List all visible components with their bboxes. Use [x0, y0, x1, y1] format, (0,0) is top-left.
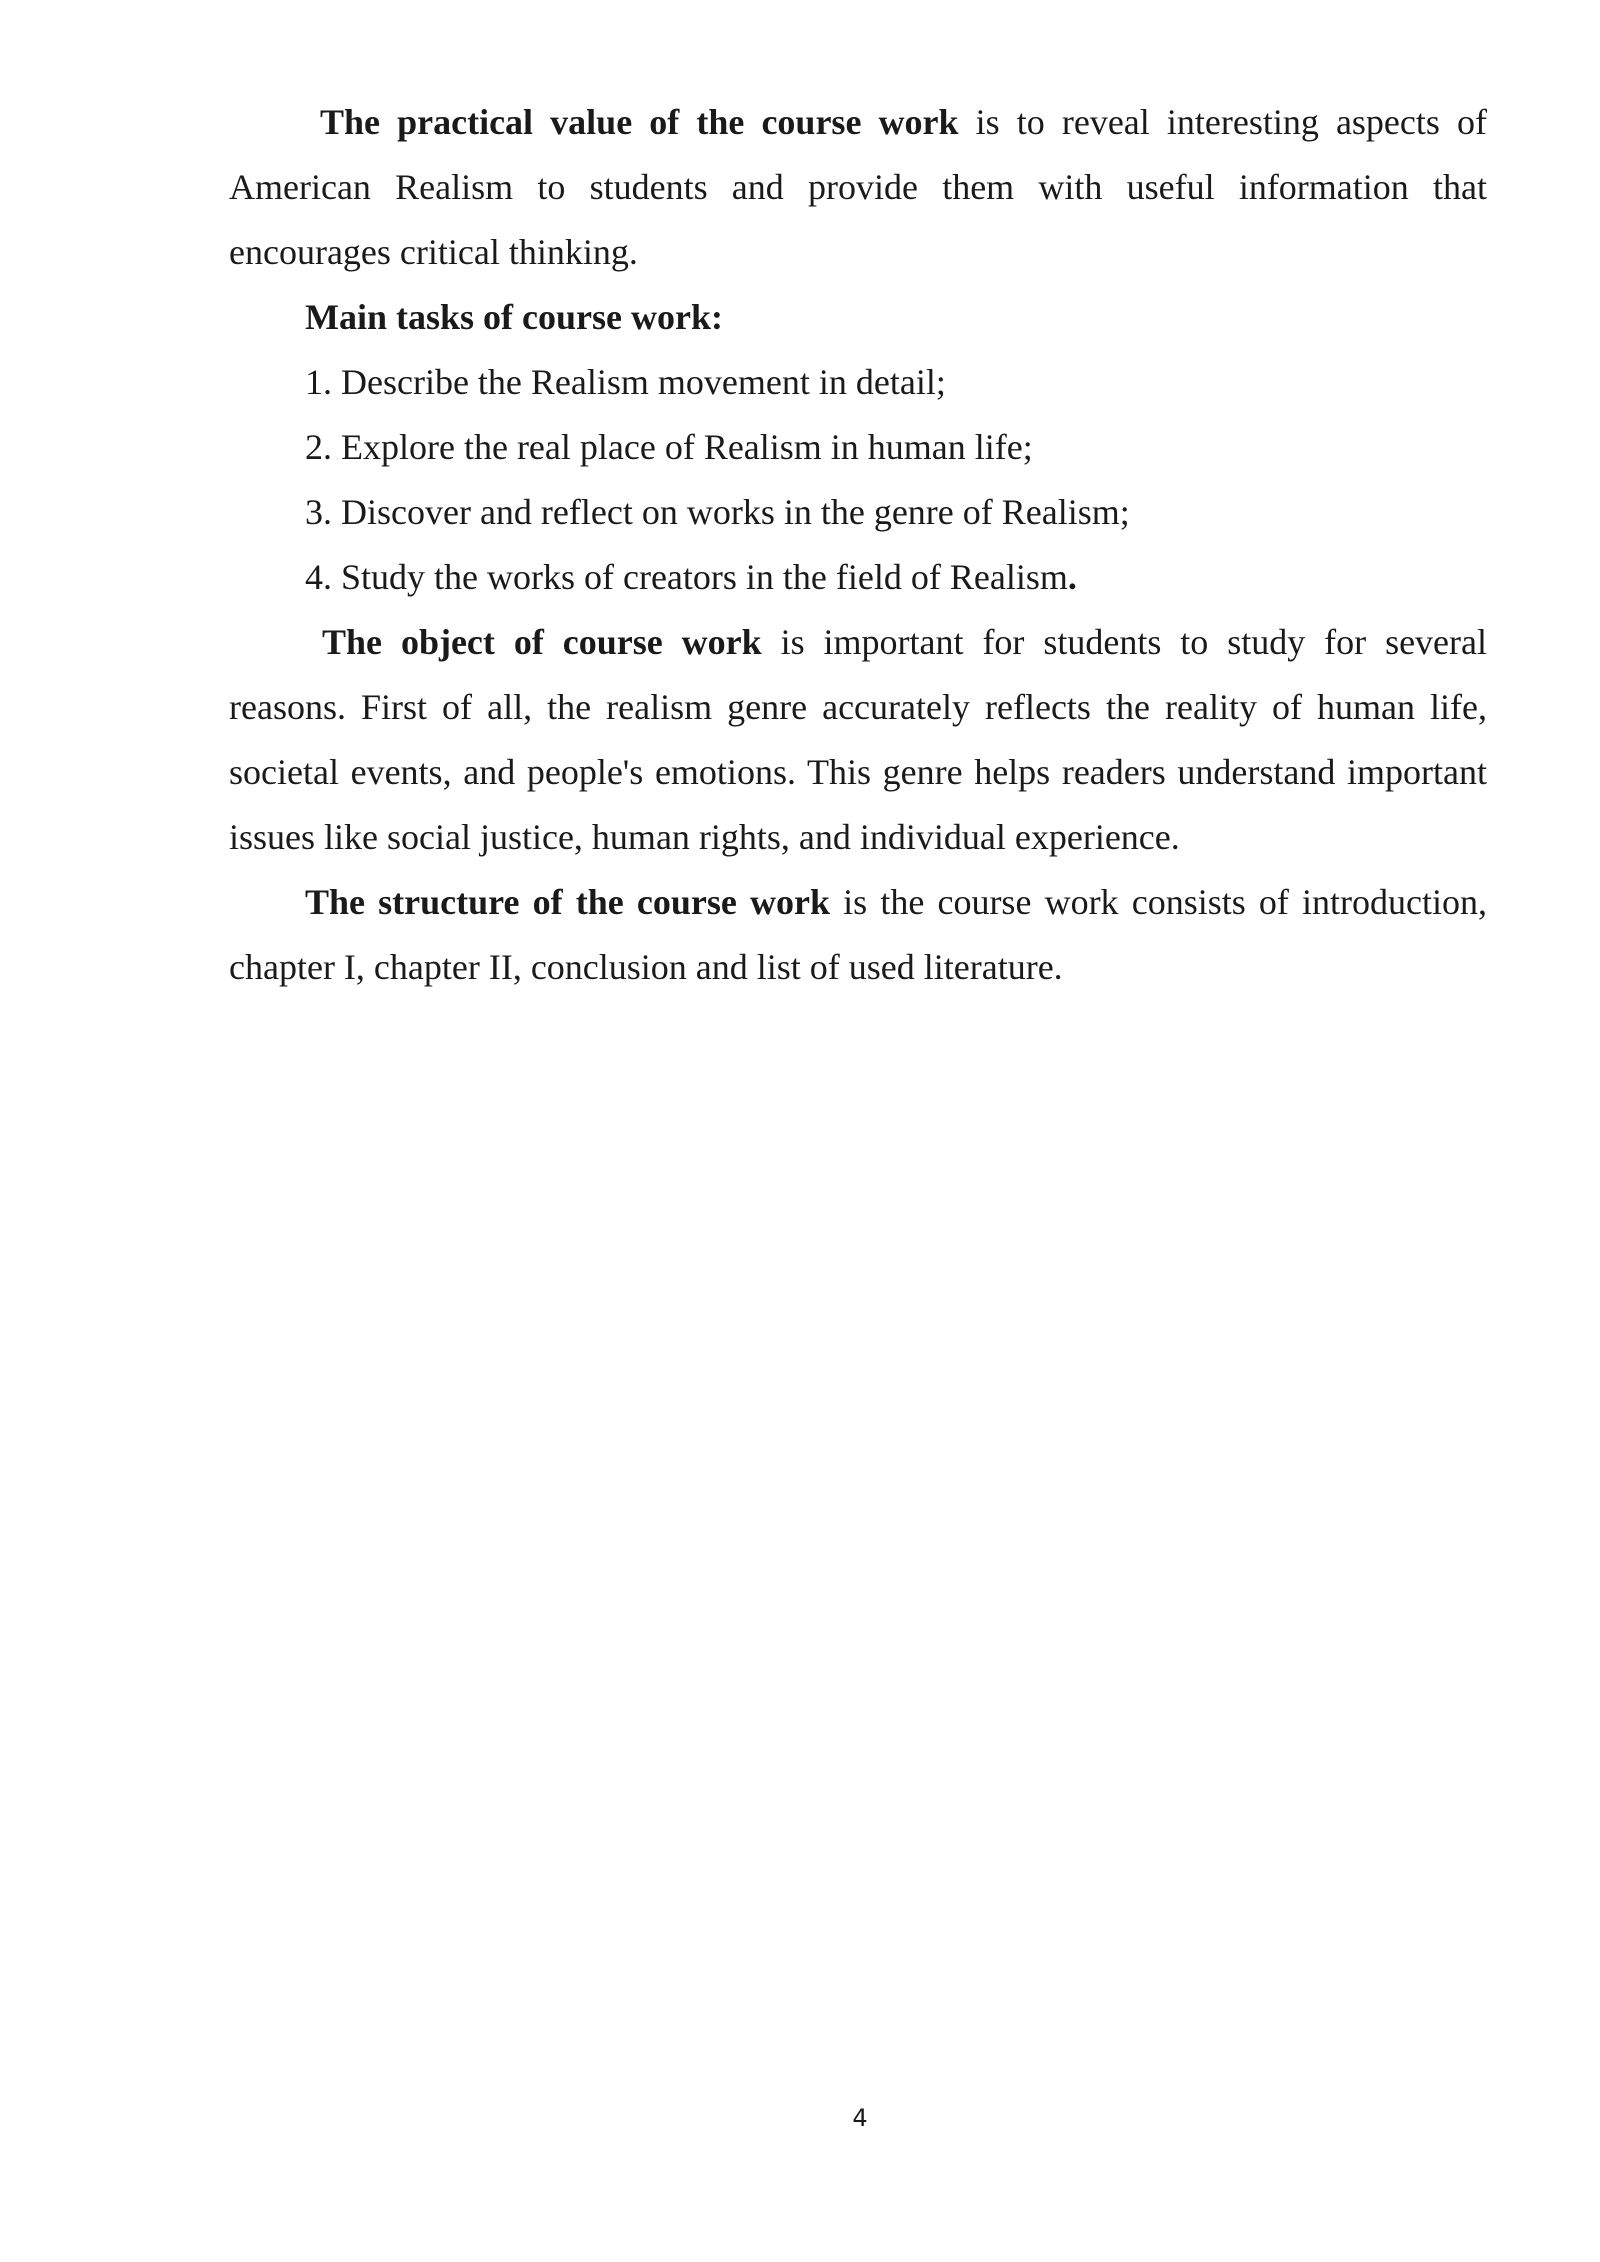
page-body [229, 90, 1487, 1000]
practical-value-lead: The practical value of the course work [320, 102, 959, 142]
object-lead: The object of course work [322, 622, 762, 662]
task-item-4-period: . [1067, 557, 1077, 597]
object-paragraph [229, 610, 1487, 870]
practical-value-text: is to reveal interesting aspects of American Realism to students and provide them with useful information that encourages critical thinking. [229, 102, 1487, 272]
practical-value-paragraph [229, 90, 1487, 285]
page-number: 4 [852, 2104, 868, 2132]
task-item-1: 1. Describe the Realism movement in detail; [305, 362, 946, 402]
main-tasks-heading: Main tasks of course work: [305, 297, 723, 337]
task-item-4-text: 4. Study the works of creators in the field of Realism [305, 557, 1068, 597]
main-tasks-list [229, 350, 1487, 610]
structure-lead: The structure of the course work [305, 882, 831, 922]
object-text: is important for students to study for several reasons. First of all, the realism genre accurately reflects the reality of human life, societal events, and people's emotions. This genre helps readers understand important issues like social justice, human rights, and individual experience. [229, 622, 1488, 857]
structure-paragraph [229, 870, 1487, 1000]
structure-text: is the course work consists of introduction, chapter I, chapter II, conclusion and list of used literature. [229, 882, 1487, 987]
task-item-2: 2. Explore the real place of Realism in human life; [305, 427, 1033, 467]
task-item-4 [229, 545, 1487, 610]
task-item-3: 3. Discover and reflect on works in the genre of Realism; [305, 492, 1130, 532]
